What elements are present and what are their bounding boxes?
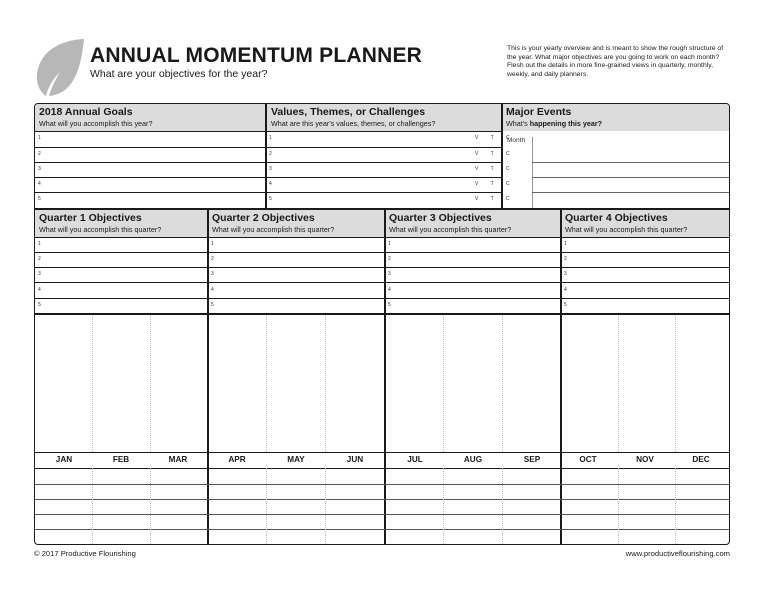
q4-title: Quarter 4 Objectives xyxy=(565,212,668,224)
q1-number: 3 xyxy=(38,271,41,277)
q1-number: 5 xyxy=(38,302,41,308)
goal-number: 1 xyxy=(38,135,41,141)
page-title: ANNUAL MOMENTUM PLANNER xyxy=(90,44,423,67)
month-label: FEB xyxy=(112,455,130,464)
q1-number: 4 xyxy=(38,287,41,293)
goals-prompt: What will you accomplish this year? xyxy=(39,119,153,128)
q3-number: 4 xyxy=(388,287,391,293)
month-label: DEC xyxy=(692,455,710,464)
value-number: 2 xyxy=(269,151,272,157)
goal-number: 2 xyxy=(38,151,41,157)
q4-prompt: What will you accomplish this quarter? xyxy=(565,225,688,234)
vtc-marker: V T C xyxy=(475,181,516,187)
vtc-marker: V T C xyxy=(475,135,516,141)
vtc-marker: V T C xyxy=(475,196,516,202)
intro-text: This is your yearly overview and is meant to show the rough structure of the year. What major objectives are you going to work on each month? Flesh out the details in more fine-grained views in quarterly, monthly, weekly, and daily planners. xyxy=(507,45,724,78)
value-number: 1 xyxy=(269,135,272,141)
q3-number: 5 xyxy=(388,302,391,308)
events-title: Major Events xyxy=(506,106,572,118)
q3-title: Quarter 3 Objectives xyxy=(389,212,492,224)
q2-number: 5 xyxy=(211,302,214,308)
events-prompt: What's happening this year? xyxy=(506,119,603,128)
q4-number: 2 xyxy=(564,256,567,262)
leaf-icon xyxy=(34,38,86,98)
q4-number: 3 xyxy=(564,271,567,277)
month-label: JUN xyxy=(346,455,364,464)
goal-number: 3 xyxy=(38,166,41,172)
month-label: MAY xyxy=(287,455,305,464)
month-label: AUG xyxy=(463,455,483,464)
goal-number: 4 xyxy=(38,181,41,187)
q2-number: 2 xyxy=(211,256,214,262)
q1-title: Quarter 1 Objectives xyxy=(39,212,142,224)
q2-number: 3 xyxy=(211,271,214,277)
values-prompt: What are this year's values, themes, or challenges? xyxy=(271,119,436,128)
q3-number: 1 xyxy=(388,241,391,247)
vtc-marker: V T C xyxy=(475,151,516,157)
q3-number: 3 xyxy=(388,271,391,277)
goal-number: 5 xyxy=(38,196,41,202)
month-label: NOV xyxy=(636,455,654,464)
value-number: 3 xyxy=(269,166,272,172)
goals-title: 2018 Annual Goals xyxy=(39,106,133,118)
values-title: Values, Themes, or Challenges xyxy=(271,106,426,118)
q3-number: 2 xyxy=(388,256,391,262)
month-label: JUL xyxy=(407,455,423,464)
q2-number: 1 xyxy=(211,241,214,247)
month-label: JAN xyxy=(55,455,73,464)
q4-number: 1 xyxy=(564,241,567,247)
month-label: SEP xyxy=(523,455,541,464)
footer-url[interactable]: www.productiveflourishing.com xyxy=(625,549,730,558)
event-month-label: Month xyxy=(507,137,526,144)
q2-prompt: What will you accomplish this quarter? xyxy=(212,225,335,234)
q4-number: 5 xyxy=(564,302,567,308)
planner-grid xyxy=(34,103,730,545)
q2-title: Quarter 2 Objectives xyxy=(212,212,315,224)
q1-prompt: What will you accomplish this quarter? xyxy=(39,225,162,234)
month-label: APR xyxy=(228,455,246,464)
page-subtitle: What are your objectives for the year? xyxy=(90,68,268,80)
value-number: 4 xyxy=(269,181,272,187)
q4-number: 4 xyxy=(564,287,567,293)
q1-number: 2 xyxy=(38,256,41,262)
month-label: OCT xyxy=(579,455,597,464)
month-label: MAR xyxy=(168,455,188,464)
value-number: 5 xyxy=(269,196,272,202)
footer-copyright: © 2017 Productive Flourishing xyxy=(34,549,136,558)
q3-prompt: What will you accomplish this quarter? xyxy=(389,225,512,234)
vtc-marker: V T C xyxy=(475,166,516,172)
q1-number: 1 xyxy=(38,241,41,247)
q2-number: 4 xyxy=(211,287,214,293)
